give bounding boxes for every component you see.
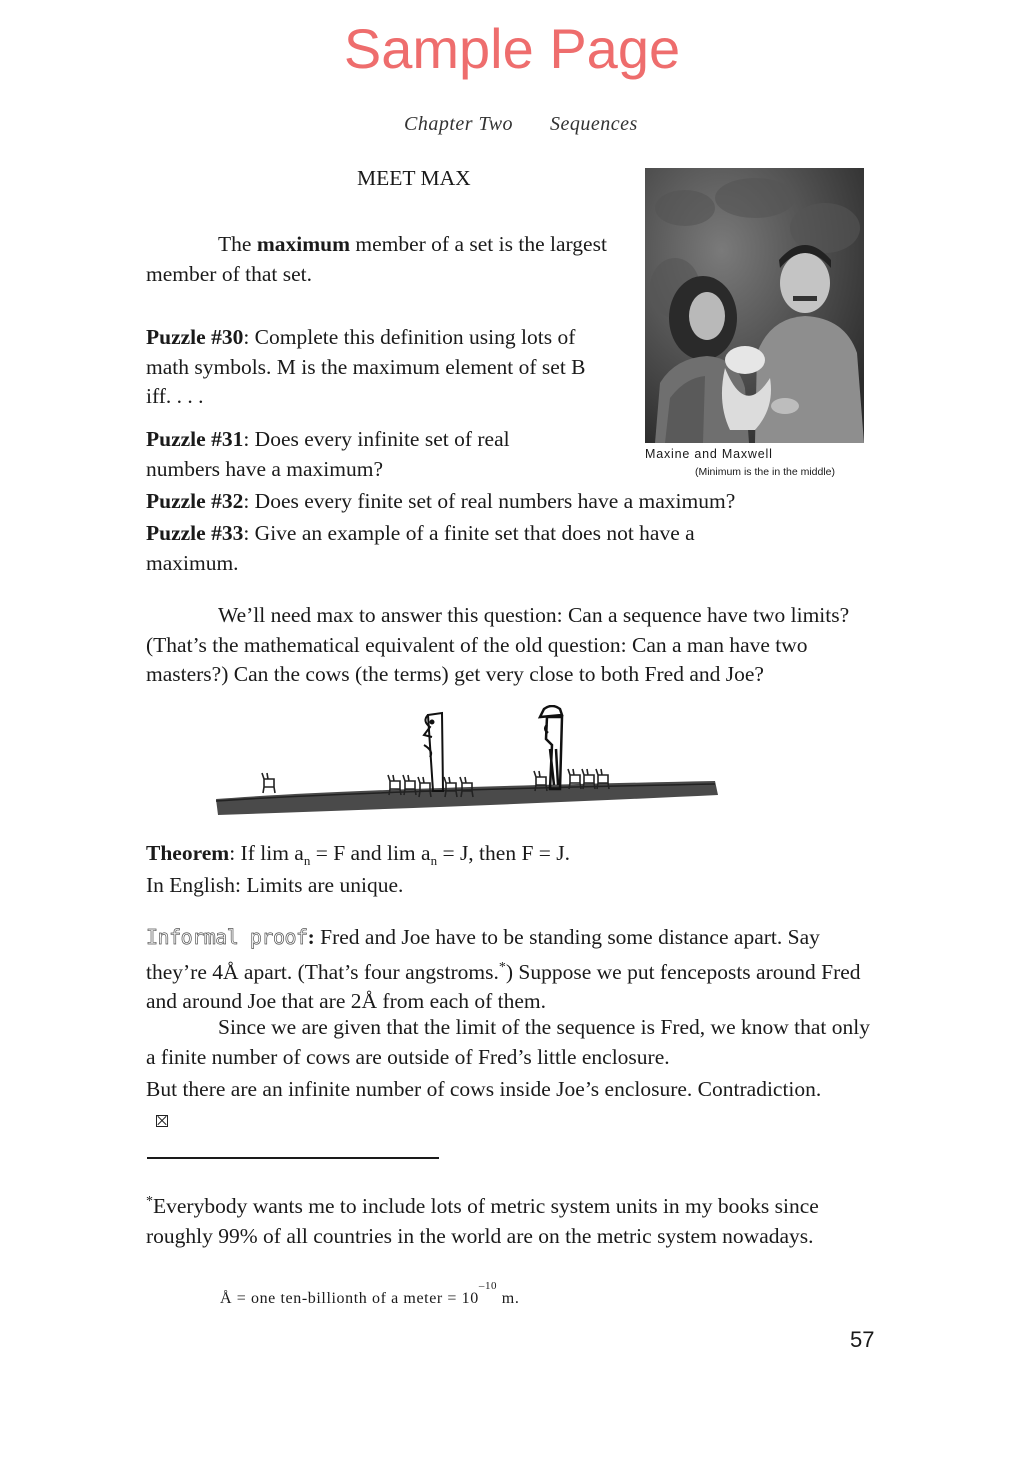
- theorem-subscript-2: n: [430, 853, 438, 868]
- informal-proof: [146, 923, 872, 1017]
- proof-text-2: ) Suppose we put fenceposts around Fred and around Joe that are 2Å from each of them.: [146, 959, 861, 1014]
- page-title: MEET MAX: [357, 166, 471, 190]
- angstrom-text-pre: Å = one ten-billionth of a meter = 10: [220, 1290, 479, 1307]
- theorem-english: In English: Limits are unique.: [146, 873, 404, 897]
- angstrom-text-post: m.: [497, 1290, 520, 1307]
- fred-joe-cows-drawing: [210, 705, 730, 823]
- puzzle-31-text: : Does every infinite set of real numbers have a maximum?: [146, 427, 510, 481]
- footnote: [146, 1187, 866, 1251]
- family-photo-image: [645, 168, 864, 443]
- informal-proof-colon: :: [307, 925, 315, 949]
- puzzle-33-text: : Give an example of a finite set that does not have a maximum.: [146, 521, 695, 575]
- puzzle-32: [146, 487, 866, 517]
- puzzle-32-label: Puzzle #32: [146, 489, 244, 513]
- proof-text-1: Fred and Joe have to be standing some distance apart. Say they’re 4Å apart. (That’s four angstroms.: [146, 925, 820, 984]
- section-header: Sequences: [550, 113, 638, 135]
- puzzle-33: [146, 519, 786, 578]
- proof-paragraph-2: Since we are given that the limit of the sequence is Fred, we know that only a finite number of cows are outside of Fred’s little enclosure.: [146, 1015, 870, 1069]
- intro-text-post: member of a set is the largest member of that set.: [146, 232, 607, 286]
- intro-text-pre: The: [218, 232, 257, 256]
- intro-paragraph: [146, 230, 611, 289]
- qed-box-icon: [156, 1115, 168, 1127]
- cows-illustration: [210, 705, 730, 823]
- theorem-label: Theorem: [146, 841, 230, 865]
- fred-figure: [424, 713, 443, 791]
- theorem-text-2: = F and lim a: [310, 841, 431, 865]
- angstrom-definition: [220, 1280, 519, 1308]
- theorem-text-1: : If lim a: [229, 841, 304, 865]
- puzzle-30-text: : Complete this definition using lots of math symbols. M is the maximum element of set B iff. . . .: [146, 325, 586, 408]
- footnote-text: Everybody wants me to include lots of metric system units in my books since roughly 99% of all countries in the world are on the metric system nowadays.: [146, 1194, 819, 1248]
- two-limits-paragraph: We’ll need max to answer this question: Can a sequence have two limits? (That’s the mathematical equivalent of the old question: Can a man have two masters?) Can the cows (the terms) get very close to both Fred and Joe?: [146, 603, 850, 686]
- proof-paragraph-3: [146, 1075, 826, 1134]
- puzzle-32-text: : Does every finite set of real numbers have a maximum?: [243, 489, 736, 513]
- page-number: 57: [850, 1327, 875, 1352]
- photo-caption: Maxine and Maxwell: [645, 447, 773, 461]
- theorem-text-3: = J, then F = J.: [437, 841, 571, 865]
- chapter-header: Chapter Two: [404, 113, 514, 135]
- puzzle-30: [146, 323, 616, 412]
- theorem: [146, 839, 866, 869]
- puzzle-31-label: Puzzle #31: [146, 427, 244, 451]
- family-photo: [645, 168, 864, 443]
- footnote-star: *: [146, 1194, 153, 1209]
- proof-paragraph-3-text: But there are an infinite number of cows inside Joe’s enclosure. Contradiction.: [146, 1077, 822, 1101]
- informal-proof-label: Informal proof: [146, 925, 308, 949]
- puzzle-31: [146, 425, 576, 484]
- sample-page-watermark: Sample Page: [343, 17, 681, 80]
- puzzle-33-label: Puzzle #33: [146, 521, 244, 545]
- theorem-subscript-1: n: [303, 853, 311, 868]
- footnote-marker: *: [498, 959, 506, 975]
- puzzle-30-label: Puzzle #30: [146, 325, 244, 349]
- footnote-rule: [147, 1157, 439, 1159]
- photo-subcaption: (Minimum is the in the middle): [694, 466, 836, 478]
- intro-term-maximum: maximum: [256, 232, 350, 256]
- angstrom-exponent: –10: [478, 1280, 498, 1292]
